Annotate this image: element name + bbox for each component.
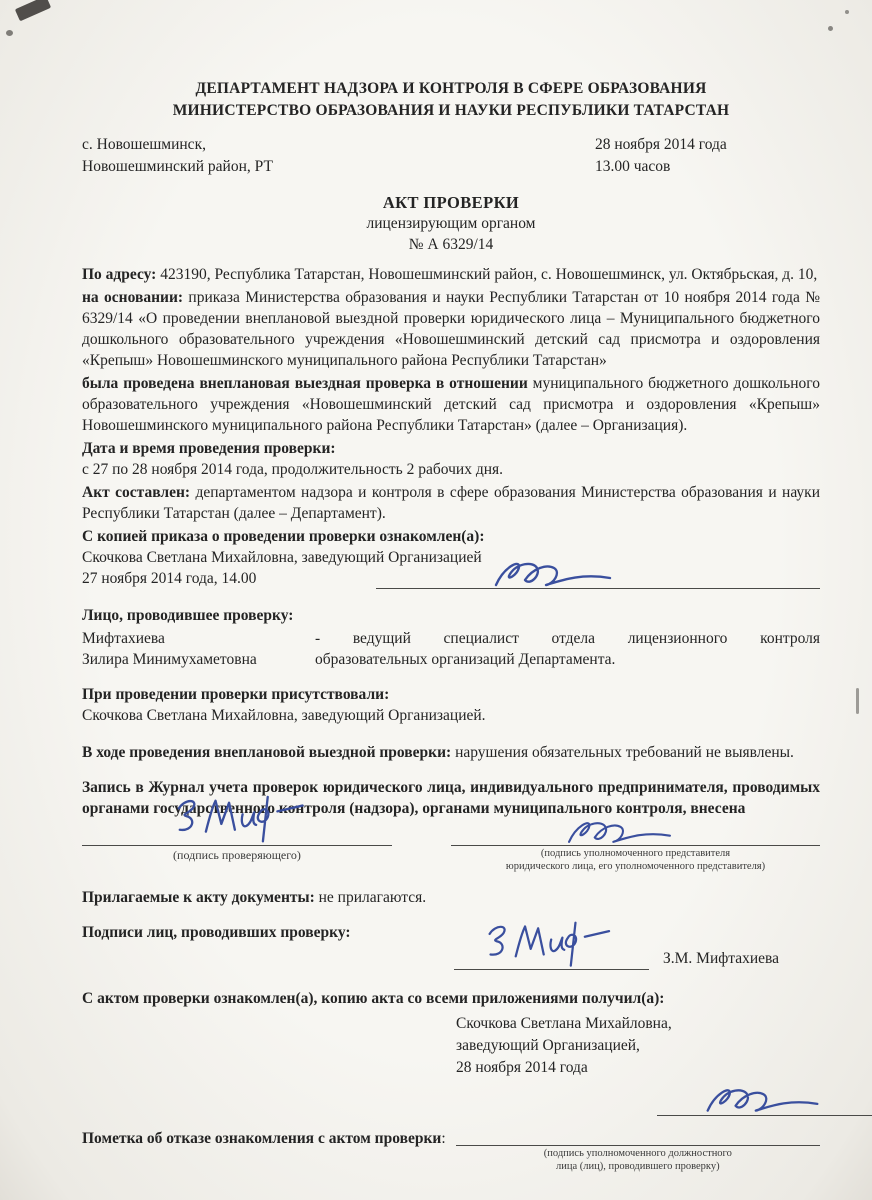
inspector-signature-group [454, 943, 820, 970]
journal-sign-right [451, 823, 820, 873]
inspector-signature-name: З.М. Мифтахиева [663, 950, 780, 967]
header-line-2: МИНИСТЕРСТВО ОБРАЗОВАНИЯ И НАУКИ РЕСПУБЛИКИ ТАТАРСТАН [172, 102, 730, 119]
document-header [82, 78, 820, 122]
inspector-role-2: образовательных организаций Департамента. [315, 651, 616, 668]
title-number: № А 6329/14 [408, 236, 494, 253]
title-subtitle: лицензирующим органом [366, 215, 536, 232]
signature-miftakhieva-icon [474, 919, 634, 975]
place-line-1: с. Новошешминск, [82, 136, 206, 153]
address-text: 423190, Республика Татарстан, Новошешминский район, с. Новошешминск, ул. Октябрьская, д. 10, [156, 266, 818, 283]
scan-artifact [856, 688, 859, 714]
copy-signature-line [376, 568, 820, 589]
paragraph-address [82, 264, 820, 285]
refusal-fill [456, 1128, 820, 1173]
paragraph-signatures [82, 922, 820, 970]
present-label: При проведении проверки присутствовали: [82, 686, 390, 703]
inspector-grid [82, 628, 820, 670]
paragraph-attachments [82, 887, 820, 908]
inspector-label: Лицо, проводившее проверку: [82, 607, 294, 624]
basis-label: на основании: [82, 289, 184, 306]
result-text: нарушения обязательных требований не выявлены. [451, 744, 794, 761]
journal-sign-left [82, 823, 392, 873]
attachments-label: Прилагаемые к акту документы: [82, 889, 315, 906]
paragraph-present [82, 684, 820, 726]
place-block [82, 134, 273, 178]
copy-date-row [82, 568, 820, 589]
inspector-signature-line [82, 823, 392, 846]
journal-label: Запись в Журнал учета проверок юридического лица, индивидуального предпринимателя, проводимых органами государственного контроля (надзора), органами муниципального контроля, внесена [82, 779, 820, 817]
paragraph-acquainted [82, 988, 820, 1009]
paragraph-datetime [82, 438, 820, 480]
copy-date: 27 ноября 2014 года, 14.00 [82, 570, 257, 587]
scan-artifact [15, 0, 51, 21]
paragraph-conducted [82, 373, 820, 436]
copy-label: С копией приказа о проведении проверки ознакомлен(а): [82, 528, 485, 545]
inspector-final-signature-line [454, 943, 649, 970]
scan-artifact [828, 26, 833, 31]
journal-caption-right: (подпись уполномоченного представителя юридического лица, его уполномоченного представителя) [505, 848, 766, 872]
conducted-text: муниципального бюджетного дошкольного образовательного учреждения «Новошешминский детский сад присмотра и оздоровления «Крепыш» Новошешминского муниципального района Республики Татарстан» (далее – Организация). [82, 375, 820, 434]
acquainted-signature-line [657, 1081, 872, 1116]
document-title: АКТ ПРОВЕРКИ [382, 193, 520, 212]
refusal-caption: (подпись уполномоченного должностного лица (лиц), проводившего проверку) [543, 1148, 732, 1172]
signature-miftakhieva-icon [163, 793, 328, 851]
doc-time: 13.00 часов [595, 158, 671, 175]
doc-date: 28 ноября 2014 года [595, 136, 727, 153]
basis-text: приказа Министерства образования и науки Республики Татарстан от 10 ноября 2014 года № 6329/14 «О проведении внеплановой выездной проверки юридического лица – Муниципального бюджетного дошкольного образовательного учреждения «Новошешминский детский сад присмотра и оздоровления «Крепыш» Новошешминского муниципального района Республики Татарстан» [82, 289, 821, 369]
act-text: департаментом надзора и контроля в сфере образования Министерства образования и науки Республики Татарстан (далее – Департамент). [82, 484, 820, 522]
address-label: По адресу: [82, 266, 157, 283]
conducted-label: была проведена внеплановая выездная проверка в отношении [82, 375, 528, 392]
meta-row [82, 134, 820, 178]
inspector-name-1: Мифтахиева [82, 630, 165, 647]
paragraph-act [82, 482, 820, 524]
journal-signature-row [82, 823, 820, 873]
place-line-2: Новошешминский район, РТ [82, 158, 273, 175]
act-label: Акт составлен: [82, 484, 191, 501]
acquainted-date: 28 ноября 2014 года [456, 1059, 588, 1076]
journal-caption-left: (подпись проверяющего) [173, 848, 301, 862]
paragraph-refusal [82, 1128, 820, 1173]
header-line-1: ДЕПАРТАМЕНТ НАДЗОРА И КОНТРОЛЯ В СФЕРЕ ОБРАЗОВАНИЯ [195, 80, 707, 97]
acquainted-block [456, 1013, 820, 1079]
paragraph-copy [82, 526, 820, 589]
copy-person: Скочкова Светлана Михайловна, заведующий Организацией [82, 549, 482, 566]
paragraph-result [82, 742, 820, 763]
acquainted-label: С актом проверки ознакомлен(а), копию акта со всеми приложениями получил(а): [82, 990, 665, 1007]
acquainted-person-2: заведующий Организацией, [456, 1037, 640, 1054]
signature-skochkova-icon [562, 815, 677, 851]
refusal-label-wrap [82, 1128, 446, 1149]
scan-artifact [6, 30, 13, 36]
acquainted-person-1: Скочкова Светлана Михайловна, [456, 1015, 672, 1032]
representative-signature-line [451, 823, 820, 846]
signature-skochkova-icon [700, 1081, 825, 1121]
result-label: В ходе проведения внеплановой выездной проверки: [82, 744, 452, 761]
refusal-signature-line [456, 1128, 820, 1146]
scan-artifact [845, 10, 849, 14]
datetime-block [595, 134, 820, 178]
paragraph-basis [82, 287, 820, 371]
title-block [82, 192, 820, 255]
present-text: Скочкова Светлана Михайловна, заведующий Организацией. [82, 707, 486, 724]
datetime-text: с 27 по 28 ноября 2014 года, продолжительность 2 рабочих дня. [82, 461, 504, 478]
refusal-label: Пометка об отказе ознакомления с актом проверки [82, 1130, 442, 1147]
attachments-text: не прилагаются. [314, 889, 427, 906]
signature-skochkova-icon [483, 555, 623, 595]
inspector-name-2: Зилира Минимухаметовна [82, 651, 257, 668]
inspector-role-1: - ведущий специалист отдела лицензионного контроля [315, 630, 820, 647]
paragraph-inspector [82, 605, 820, 670]
datetime-label: Дата и время проведения проверки: [82, 440, 336, 457]
signatures-label: Подписи лиц, проводивших проверку: [82, 924, 351, 941]
refusal-colon: : [441, 1130, 446, 1147]
